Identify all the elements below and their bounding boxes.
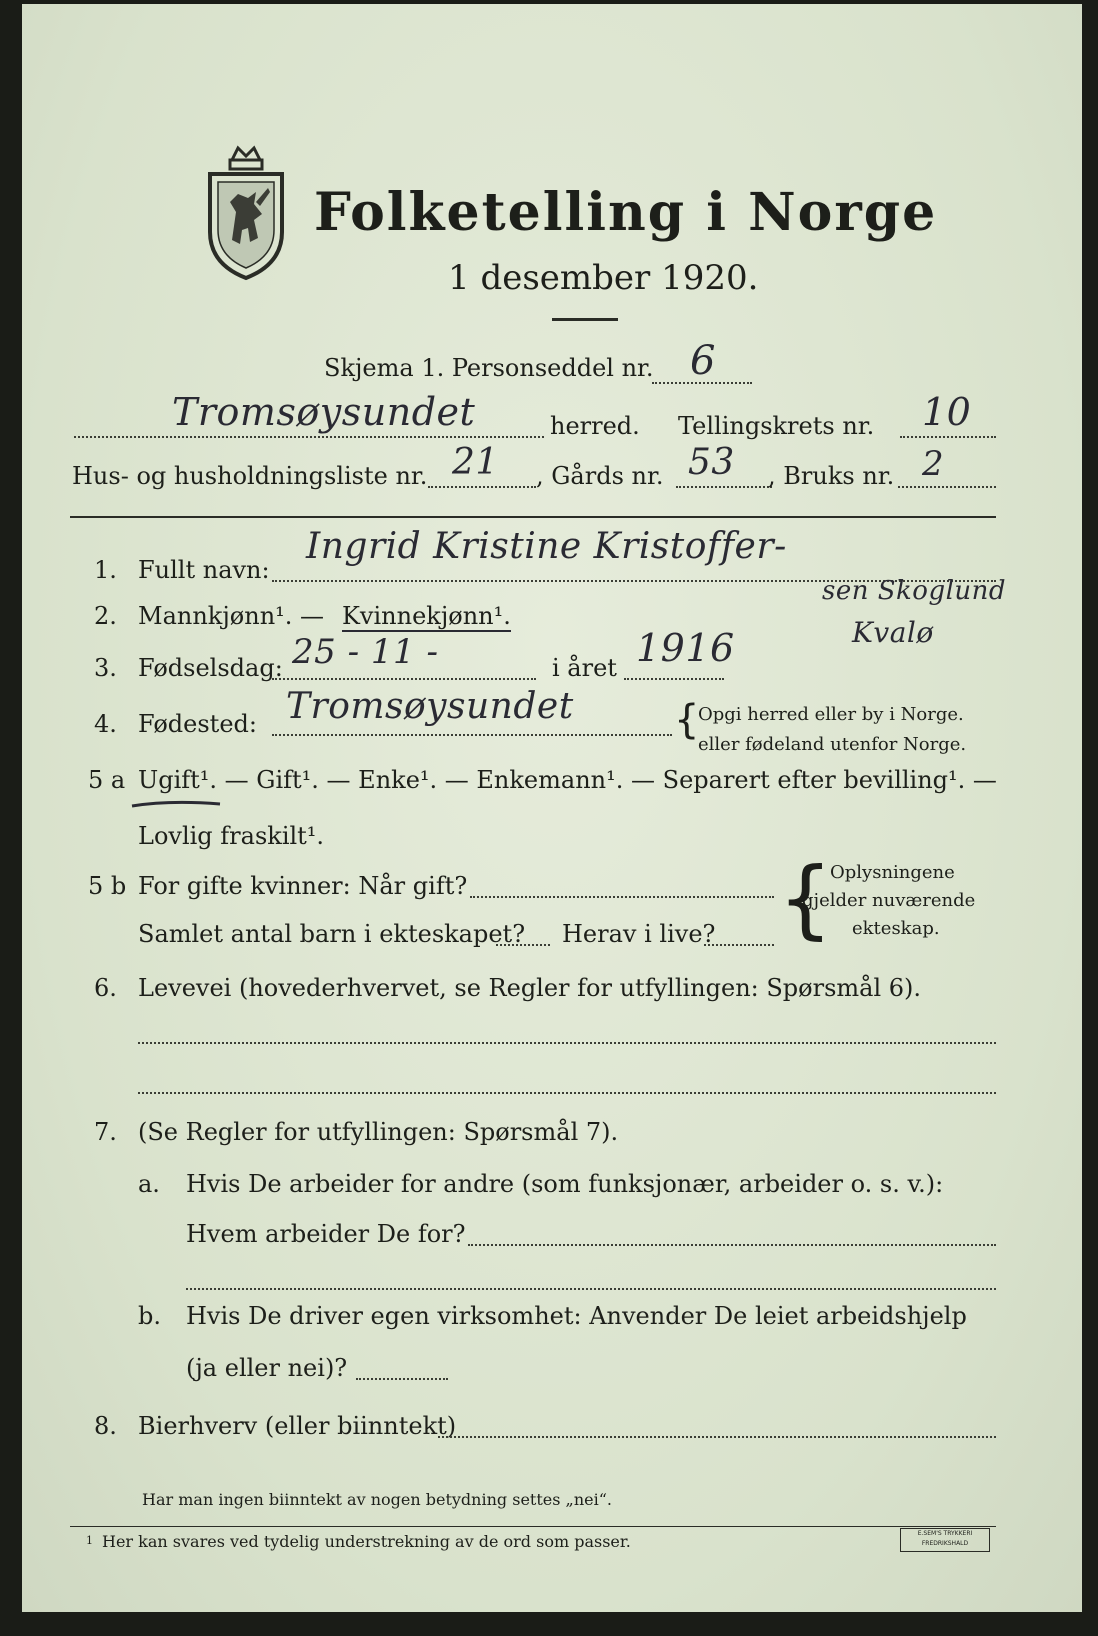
married-when-line [470, 896, 774, 898]
norwegian-coat-of-arms-icon [202, 142, 290, 282]
q7b-letter: b. [138, 1302, 161, 1330]
marriage-note-line1: Oplysningene [830, 862, 955, 883]
q7-label: (Se Regler for utfyllingen: Spørsmål 7). [138, 1118, 619, 1146]
q3-label: Fødselsdag: [138, 654, 283, 682]
birthplace-note-line2: eller fødeland utenfor Norge. [698, 734, 967, 755]
marital-status-options-cont: Lovlig fraskilt¹. [138, 822, 325, 850]
full-name-value: Ingrid Kristine Kristoffer- [306, 526, 787, 567]
gender-male-option: Mannkjønn¹. — [138, 602, 325, 630]
q3-number: 3. [94, 654, 117, 682]
year-label: i året [552, 654, 617, 682]
printer-mark: E.SEM'S TRYKKERI FREDRIKSHALD [900, 1528, 990, 1552]
birthplace-brace: { [674, 697, 700, 743]
children-count-line [496, 944, 550, 946]
employer-line [468, 1244, 996, 1246]
marriage-note-brace: { [778, 849, 833, 949]
husliste-label: Hus- og husholdningsliste nr. [72, 462, 428, 490]
married-when-label: For gifte kvinner: Når gift? [138, 872, 468, 900]
husliste-line [428, 486, 536, 488]
year-line [624, 678, 724, 680]
full-name-continuation: sen Skoglund [822, 576, 1007, 606]
q3-line [272, 678, 536, 680]
footer-divider [70, 1526, 996, 1527]
tellingskrets-label: Tellingskrets nr. [678, 412, 875, 440]
birthplace-note-line1: Opgi herred eller by i Norge. [698, 704, 964, 725]
bruks-label: , Bruks nr. [768, 462, 895, 490]
bruks-line [898, 486, 996, 488]
q6-number: 6. [94, 974, 117, 1002]
schema-number-value: 6 [690, 338, 716, 384]
herred-label: herred. [550, 412, 640, 440]
gards-value: 53 [688, 442, 735, 483]
q4-label: Fødested: [138, 710, 257, 738]
children-alive-label: Herav i live? [562, 920, 716, 948]
birth-date-value: 25 - 11 - [292, 632, 439, 672]
bruks-value: 2 [922, 444, 945, 484]
footnote-marker: 1 [86, 1534, 93, 1547]
birthplace-value: Tromsøysundet [286, 686, 574, 727]
q2-number: 2. [94, 602, 117, 630]
husliste-value: 21 [452, 442, 499, 483]
marriage-note-line2: gjelder nuværende [802, 890, 976, 911]
q7a-letter: a. [138, 1170, 160, 1198]
title-divider [552, 318, 618, 321]
hired-help-label: (ja eller nei)? [186, 1354, 348, 1382]
q7-number: 7. [94, 1118, 117, 1146]
marital-status-options: Ugift¹. — Gift¹. — Enke¹. — Enkemann¹. — Separert efter bevilling¹. — [138, 766, 997, 794]
herred-line [74, 436, 544, 438]
herred-value: Tromsøysundet [172, 390, 476, 434]
full-name-addition: Kvalø [852, 616, 934, 649]
q7a-label: Hvis De arbeider for andre (som funksjonær, arbeider o. s. v.): [186, 1170, 944, 1198]
census-form [22, 4, 1082, 1612]
hired-help-line [356, 1378, 448, 1380]
occupation-label: Levevei (hovederhvervet, se Regler for utfyllingen: Spørsmål 6). [138, 974, 922, 1002]
occupation-line-2 [138, 1092, 996, 1094]
q4-number: 4. [94, 710, 117, 738]
children-alive-line [704, 944, 774, 946]
side-income-line [438, 1436, 996, 1438]
q5b-number: 5 b [88, 872, 127, 900]
ugift-underline [130, 798, 222, 812]
birth-year-value: 1916 [636, 626, 735, 670]
employer-line-2 [186, 1288, 996, 1290]
side-income-label: Bierhverv (eller biinntekt) [138, 1412, 457, 1440]
marriage-note-line3: ekteskap. [852, 918, 940, 939]
gender-female-option: Kvinnekjønn¹. [342, 602, 511, 630]
footnote-text: Her kan svares ved tydelig understrekning av de ord som passer. [102, 1532, 631, 1551]
q1-label: Fullt navn: [138, 556, 270, 584]
q1-number: 1. [94, 556, 117, 584]
children-count-label: Samlet antal barn i ekteskapet? [138, 920, 526, 948]
q4-line [272, 734, 672, 736]
form-title: Folketelling i Norge [314, 182, 938, 243]
tellingskrets-line [900, 436, 996, 438]
side-income-note: Har man ingen biinntekt av nogen betydning settes „nei“. [142, 1490, 612, 1509]
section-divider [70, 516, 996, 518]
tellingskrets-value: 10 [922, 390, 972, 434]
census-date: 1 desember 1920. [448, 258, 759, 298]
q7b-label: Hvis De driver egen virksomhet: Anvender De leiet arbeidshjelp [186, 1302, 967, 1330]
employer-label: Hvem arbeider De for? [186, 1220, 466, 1248]
gards-label: , Gårds nr. [536, 462, 664, 490]
gards-line [676, 486, 772, 488]
q5a-number: 5 a [88, 766, 126, 794]
schema-label: Skjema 1. Personseddel nr. [324, 354, 654, 382]
q8-number: 8. [94, 1412, 117, 1440]
occupation-line-1 [138, 1042, 996, 1044]
